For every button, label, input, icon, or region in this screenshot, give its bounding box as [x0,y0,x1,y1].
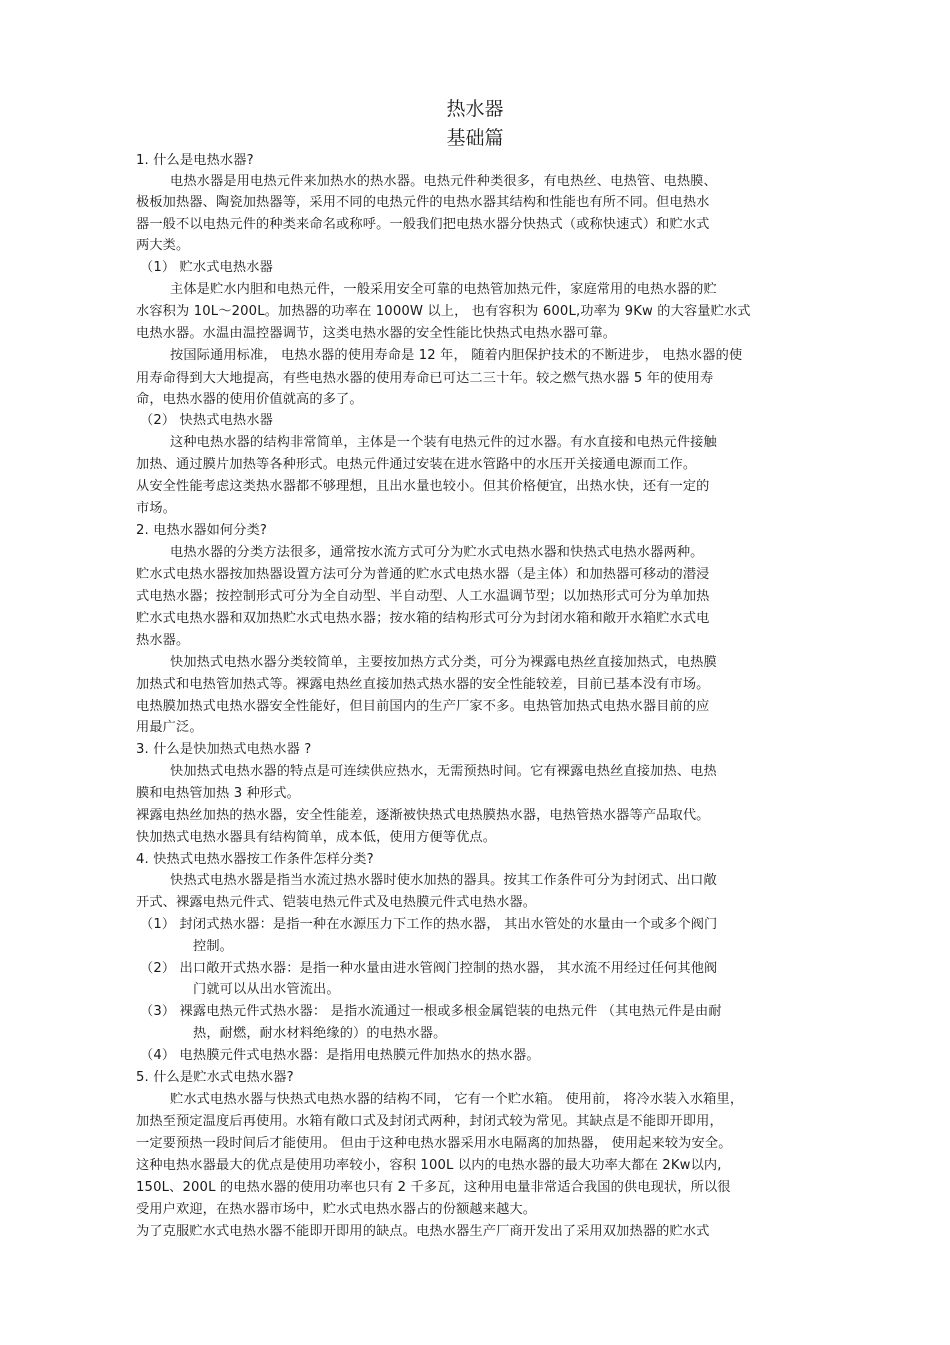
paragraph-line: 命，电热水器的使用价值就高的多了。 [136,392,363,407]
paragraph-line: 膜和电热管加热 3 种形式。 [136,786,300,801]
paragraph-line: 快加热式电热水器分类较简单，主要按加热方式分类，可分为裸露电热丝直接加热式，电热膜 [170,655,717,670]
list-item-2: （2） 出口敞开式热水器：是指一种水量由进水管阀门控制的热水器， 其水流不用经过任何其他阀 [140,961,718,976]
paragraph-line: 快加热式电热水器的特点是可连续供应热水，无需预热时间。它有裸露电热丝直接加热、电热 [170,764,717,779]
section-heading-1: 1. 什么是电热水器? [136,153,254,168]
paragraph-line: 主体是贮水内胆和电热元件，一般采用安全可靠的电热管加热元件，家庭常用的电热水器的贮 [170,282,717,297]
paragraph-line: 150L、200L 的电热水器的使用功率也只有 2 千多瓦，这种用电量非常适合我国的供电现状，所以很 [136,1180,731,1195]
paragraph-line: 这种电热水器的结构非常简单，主体是一个装有电热元件的过水器。有水直接和电热元件接触 [170,435,717,450]
paragraph-line: 电热膜加热式电热水器安全性能好，但目前国内的生产厂家不多。电热管加热式电热水器目前的应 [136,699,710,714]
paragraph-line: 一定要预热一段时间后才能使用。 但由于这种电热水器采用水电隔离的加热器， 使用起来较为安全。 [136,1136,732,1151]
list-item-1: （1） 封闭式热水器：是指一种在水源压力下工作的热水器， 其出水管处的水量由一个或多个阀门 [140,917,718,932]
paragraph-line: 从安全性能考虑这类热水器都不够理想，且出水量也较小。但其价格便宜，出热水快，还有一定的 [136,479,710,494]
paragraph-line: 电热水器。水温由温控器调节，这类电热水器的安全性能比快热式电热水器可靠。 [136,326,617,341]
paragraph-line: 热水器。 [136,633,190,648]
section-heading-5: 5. 什么是贮水式电热水器? [136,1070,294,1085]
paragraph-line: 贮水式电热水器按加热器设置方法可分为普通的贮水式电热水器（是主体）和加热器可移动的潜浸 [136,567,710,582]
paragraph-line: 用最广泛。 [136,720,203,735]
paragraph-line: 贮水式电热水器和双加热贮水式电热水器；按水箱的结构形式可分为封闭水箱和敞开水箱贮水式电 [136,611,710,626]
document-subtitle: 基础篇 [446,127,504,149]
paragraph-line: 电热水器的分类方法很多，通常按水流方式可分为贮水式电热水器和快热式电热水器两种。 [170,545,704,560]
paragraph-line: 加热至预定温度后再使用。水箱有敞口式及封闭式两种，封闭式较为常见。其缺点是不能即开即用， [136,1114,723,1129]
section-heading-3: 3. 什么是快加热式电热水器 ? [136,742,312,757]
paragraph-line: 加热式和电热管加热式等。裸露电热丝直接加热式热水器的安全性能较差，目前已基本没有市场。 [136,677,710,692]
paragraph-line: 裸露电热丝加热的热水器，安全性能差，逐渐被快热式电热膜热水器，电热管热水器等产品取代。 [136,808,710,823]
paragraph-line: 快热式电热水器是指当水流过热水器时使水加热的器具。按其工作条件可分为封闭式、出口敞 [170,873,717,888]
document-title: 热水器 [446,98,504,120]
paragraph-line: 极板加热器、陶瓷加热器等，采用不同的电热元件的电热水器其结构和性能也有所不同。但电热水 [136,195,710,210]
list-item-2-continuation: 门就可以从出水管流出。 [193,982,340,997]
paragraph-line: 受用户欢迎，在热水器市场中，贮水式电热水器占的份额越来越大。 [136,1202,537,1217]
paragraph-line: 式电热水器；按控制形式可分为全自动型、半自动型、人工水温调节型；以加热形式可分为单加热 [136,589,710,604]
section-heading-4: 4. 快热式电热水器按工作条件怎样分类? [136,852,374,867]
paragraph-line: 这种电热水器最大的优点是使用功率较小，容积 100L 以内的电热水器的最大功率大都在 2Kw以内, [136,1158,722,1173]
paragraph-line: 贮水式电热水器与快热式电热水器的结构不同， 它有一个贮水箱。 使用前， 将冷水装入水箱里， [170,1092,744,1107]
paragraph-line: 开式、裸露电热元件式、铠装电热元件式及电热膜元件式电热水器。 [136,895,537,910]
paragraph-line: 电热水器是用电热元件来加热水的热水器。电热元件种类很多，有电热丝、电热管、电热膜、 [170,174,717,189]
paragraph-line: 市场。 [136,501,177,516]
paragraph-line: 水容积为 10L～200L。加热器的功率在 1000W 以上， 也有容积为 600L,功率为 9Kw 的大容量贮水式 [136,304,751,319]
section-heading-2: 2. 电热水器如何分类? [136,523,268,538]
subsection-heading: （1） 贮水式电热水器 [140,260,273,275]
paragraph-line: 快加热式电热水器具有结构简单，成本低，使用方便等优点。 [136,830,497,845]
list-item-4: （4） 电热膜元件式电热水器：是指用电热膜元件加热水的热水器。 [140,1048,540,1063]
list-item-3-continuation: 热，耐燃，耐水材料绝缘的）的电热水器。 [193,1026,447,1041]
paragraph-line: 两大类。 [136,238,190,253]
paragraph-line: 用寿命得到大大地提高，有些电热水器的使用寿命已可达二三十年。较之燃气热水器 5 年的使用寿 [136,371,714,386]
paragraph-line: 按国际通用标准， 电热水器的使用寿命是 12 年， 随着内胆保护技术的不断进步， 电热水器的使 [170,348,743,363]
paragraph-line: 加热、通过膜片加热等各种形式。电热元件通过安装在进水管路中的水压开关接通电源而工作。 [136,457,697,472]
subsection-heading: （2） 快热式电热水器 [140,413,273,428]
list-item-3: （3） 裸露电热元件式热水器： 是指水流通过一根或多根金属铠装的电热元件 （其电热元件是由耐 [140,1004,722,1019]
paragraph-line: 器一般不以电热元件的种类来命名或称呼。一般我们把电热水器分快热式（或称快速式）和贮水式 [136,217,710,232]
paragraph-line: 为了克服贮水式电热水器不能即开即用的缺点。电热水器生产厂商开发出了采用双加热器的贮水式 [136,1224,710,1239]
list-item-1-continuation: 控制。 [193,939,234,954]
